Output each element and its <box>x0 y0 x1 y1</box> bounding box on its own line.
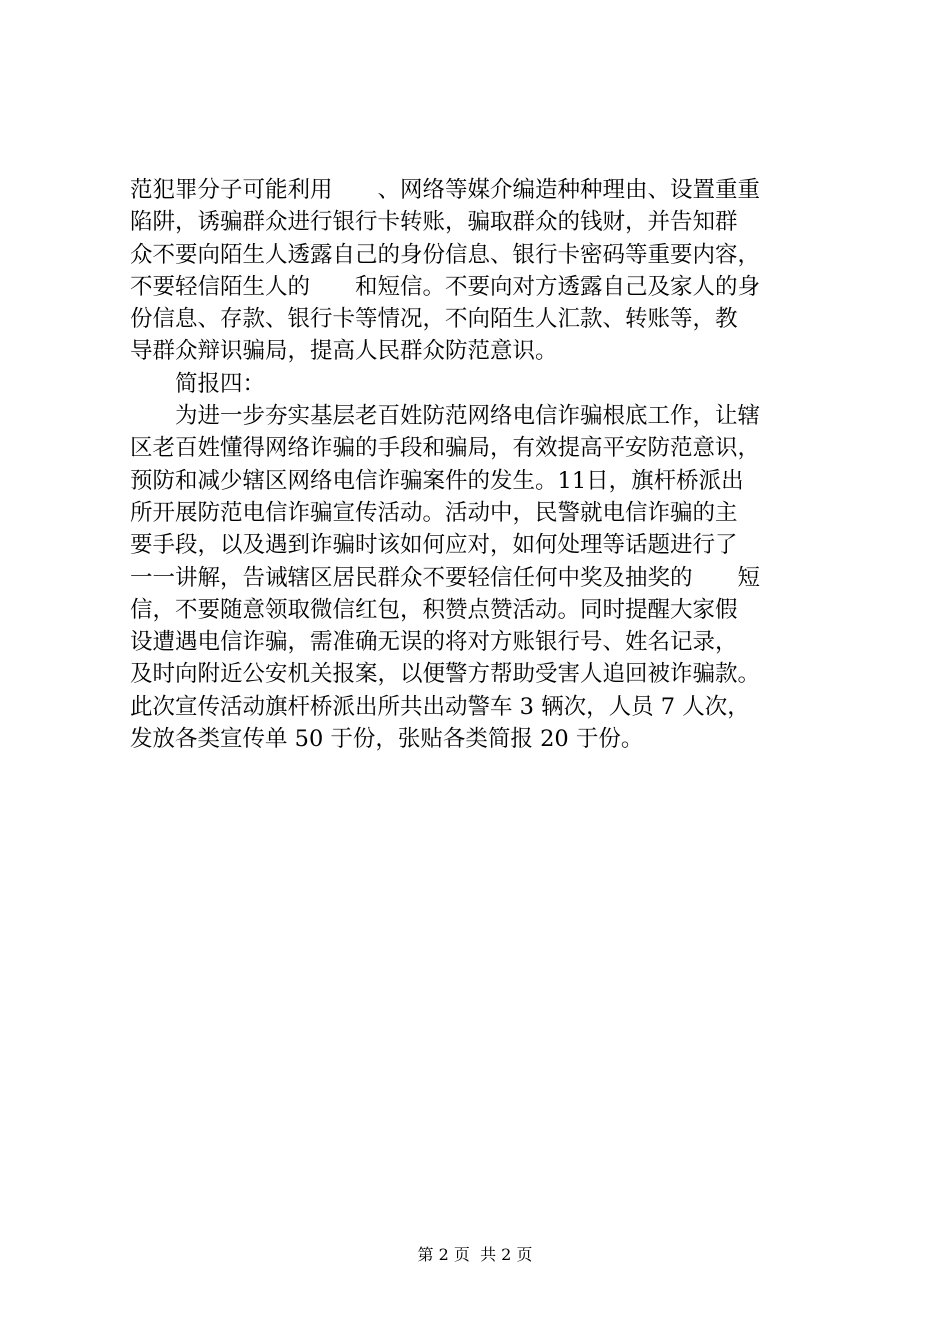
section-heading: 简报四： <box>130 370 266 397</box>
page-number-footer: 第 2 页 共 2 页 <box>417 1245 533 1264</box>
text-line: 此次宣传活动旗杆桥派出所共出动警车 3 辆次，人员 7 人次， <box>130 693 750 720</box>
text-line: 发放各类宣传单 50 于份，张贴各类简报 20 于份。 <box>130 726 644 753</box>
text-line: 范犯罪分子可能利用 、网络等媒介编造种种理由、设置重重 <box>130 177 761 203</box>
text-line: 要手段，以及遇到诈骗时该如何应对，如何处理等话题进行了 <box>130 532 738 559</box>
text-line: 不要轻信陌生人的 和短信。不要向对方透露自己及家人的身 <box>130 273 761 300</box>
text-line: 及时向附近公安机关报案，以便警方帮助受害人追回被诈骗款。 <box>130 661 761 688</box>
text-line: 信，不要随意领取微信红包，积赞点赞活动。同时提醒大家假 <box>130 596 738 623</box>
text-line: 区老百姓懂得网络诈骗的手段和骗局，有效提高平安防范意识， <box>130 435 761 462</box>
text-line: 设遭遇电信诈骗，需准确无误的将对方账银行号、姓名记录， <box>130 629 738 656</box>
text-line: 众不要向陌生人透露自己的身份信息、银行卡密码等重要内容， <box>130 241 761 268</box>
text-line: 陷阱，诱骗群众进行银行卡转账，骗取群众的钱财，并告知群 <box>130 209 738 236</box>
text-line: 导群众辩识骗局，提高人民群众防范意识。 <box>130 338 558 365</box>
text-line: 所开展防范电信诈骗宣传活动。活动中，民警就电信诈骗的主 <box>130 499 738 526</box>
document-body <box>130 174 850 755</box>
text-line: 份信息、存款、银行卡等情况，不向陌生人汇款、转账等，教 <box>130 306 738 333</box>
text-line: 预防和减少辖区网络电信诈骗案件的发生。11日，旗杆桥派出 <box>130 467 744 494</box>
text-line: 为进一步夯实基层老百姓防范网络电信诈骗根底工作，让辖 <box>130 403 761 430</box>
text-line: 一一讲解，告诫辖区居民群众不要轻信任何中奖及抽奖的 短 <box>130 564 761 591</box>
